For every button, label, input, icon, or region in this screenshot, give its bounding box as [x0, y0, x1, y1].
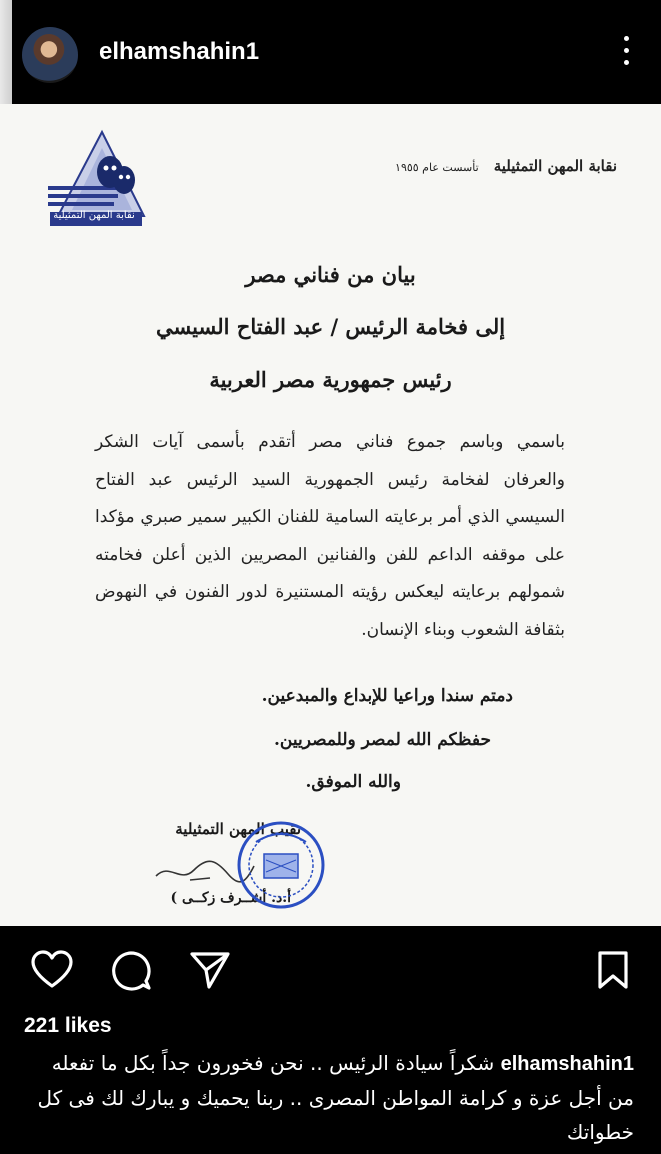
- org-name: نقابة المهن التمثيلية: [493, 157, 617, 175]
- username[interactable]: elhamshahin1: [99, 38, 260, 65]
- addressee-title: رئيس جمهورية مصر العربية: [209, 367, 452, 392]
- bookmark-icon[interactable]: [597, 950, 629, 990]
- send-icon[interactable]: [189, 950, 231, 990]
- statement-title: بيان من فناني مصر: [245, 262, 416, 287]
- closing-line-2: حفظكم الله لمصر وللمصريين.: [274, 730, 491, 750]
- closing-line-1: دمتم سندا وراعيا للإبداع والمبدعين.: [261, 686, 513, 706]
- signatory-title: نقيب المهن التمثيلية: [175, 820, 301, 838]
- signatory-name: أ.د. أشــرف زكــى ): [170, 890, 291, 906]
- caption-text: شكراً سيادة الرئيس .. نحن فخورون جداً بكل ما تفعله من أجل عزة و كرامة المواطن المصرى .. ربنا يحميك و يبارك لك فى كل خطواتك: [37, 1051, 634, 1144]
- heart-icon[interactable]: [30, 950, 74, 990]
- closing-line-3: والله الموفق.: [305, 772, 401, 792]
- post-image[interactable]: [0, 104, 661, 926]
- post-caption: [22, 1046, 634, 1149]
- letterhead: [395, 156, 617, 175]
- caption-username[interactable]: elhamshahin1: [500, 1053, 634, 1075]
- logo-caption: نقابة المهن التمثيلية: [53, 210, 135, 221]
- addressee-line: إلى فخامة الرئيس / عبد الفتاح السيسي: [155, 314, 506, 339]
- statement-body: باسمي وباسم جموع فناني مصر أتقدم بأسمى آيات الشكر والعرفان لفخامة رئيس الجمهورية السيد الرئيس عبد الفتاح السيسي الذي أمر برعايته السامية للفنان الكبير سمير صبري مؤكدا على موقفه الداعم للفن والفنانين المصريين الذين أعلن فخامته شمولهم برعايته ليعكس رؤيته المستنيرة لدور الفنون في النهوض بثقافة الشعوب وبناء الإنسان.: [95, 432, 565, 640]
- post-header: [0, 0, 661, 104]
- more-options-icon[interactable]: [621, 36, 631, 70]
- comment-icon[interactable]: [110, 950, 152, 992]
- official-stamp: [236, 820, 326, 910]
- avatar[interactable]: [22, 27, 78, 83]
- established-date: تأسست عام ١٩٥٥: [395, 161, 479, 174]
- likes-count[interactable]: 221 likes: [24, 1014, 112, 1037]
